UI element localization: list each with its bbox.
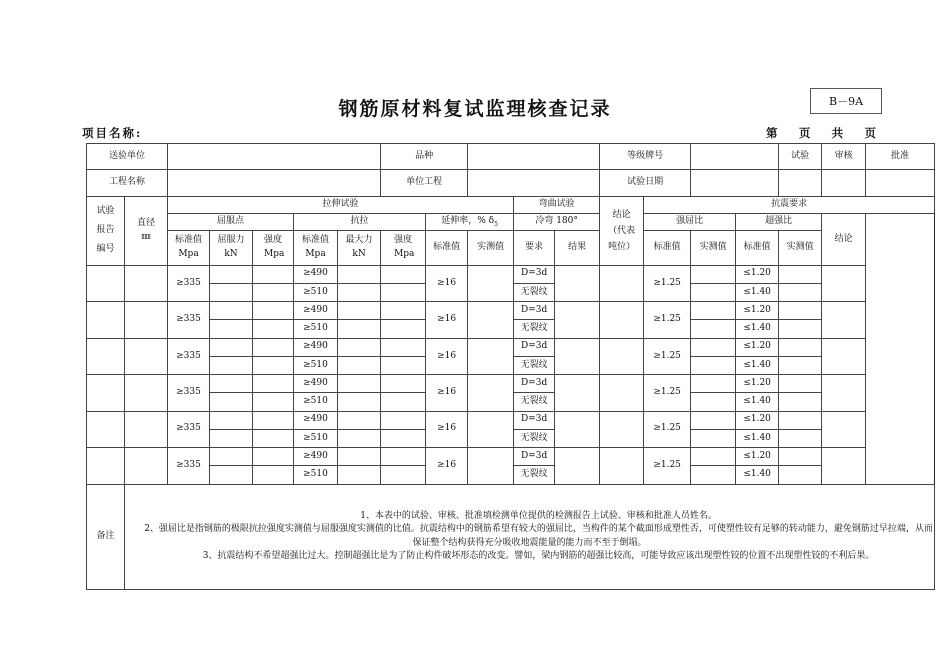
elong-std-header: 标准值	[426, 231, 468, 266]
tensile-std-value: ≥490	[294, 447, 338, 465]
project-name-cell-label: 工程名称	[87, 170, 168, 196]
yield-force-field[interactable]	[210, 338, 253, 356]
ratio-measured-field[interactable]	[691, 320, 736, 338]
sender-field[interactable]	[168, 144, 381, 170]
page-label-di: 第	[766, 126, 778, 140]
reviewer-field[interactable]	[822, 170, 866, 196]
reviewer-label: 审核	[822, 144, 866, 170]
conclusion-field[interactable]	[822, 265, 866, 301]
tensile-std-value: ≥490	[294, 302, 338, 320]
yield-std-value: ≥335	[168, 302, 210, 338]
bend-result-field[interactable]	[555, 265, 600, 301]
tensile-std-value: ≥510	[294, 466, 338, 484]
elong-measured-field[interactable]	[468, 411, 514, 447]
over-measured-field[interactable]	[779, 411, 822, 429]
diameter-field[interactable]	[125, 265, 168, 301]
tensile-strength-field[interactable]	[381, 283, 426, 301]
bend-requirement-value: 无裂纹	[514, 356, 555, 374]
max-force-field[interactable]	[338, 411, 381, 429]
remarks-notes	[125, 484, 935, 589]
ratio-measured-field[interactable]	[691, 265, 736, 283]
yield-force-field[interactable]	[210, 375, 253, 393]
yield-force-field[interactable]	[210, 302, 253, 320]
yield-strength-field[interactable]	[253, 393, 294, 411]
max-force-field[interactable]	[338, 393, 381, 411]
report-no-field[interactable]	[87, 265, 125, 301]
unit-project-field[interactable]	[468, 170, 600, 196]
elong-std-value: ≥16	[426, 302, 468, 338]
tensile-test-header: 拉伸试验	[168, 196, 514, 213]
report-no-header: 试验报告编号	[87, 196, 125, 265]
form-code: B－9A	[828, 95, 864, 108]
unit-project-label: 单位工程	[381, 170, 468, 196]
tensile-std-value: ≥490	[294, 411, 338, 429]
bend-requirement-value: 无裂纹	[514, 393, 555, 411]
bend-result-field[interactable]	[555, 302, 600, 338]
tensile-strength-field[interactable]	[381, 411, 426, 429]
diameter-field[interactable]	[125, 447, 168, 484]
bend-requirement-value: D=3d	[514, 447, 555, 465]
over-std-value: ≤1.40	[736, 429, 779, 447]
conclusion-rep-field[interactable]	[600, 447, 644, 484]
ratio-measured-field[interactable]	[691, 411, 736, 429]
yield-strength-field[interactable]	[253, 320, 294, 338]
elong-std-value: ≥16	[426, 265, 468, 301]
bend-test-header: 弯曲试验	[514, 196, 600, 213]
project-name-field[interactable]	[168, 170, 381, 196]
yield-force-field[interactable]	[210, 447, 253, 465]
yield-std-value: ≥335	[168, 338, 210, 374]
yield-force-header: 屈服力kN	[210, 231, 253, 266]
diameter-field[interactable]	[125, 302, 168, 338]
ratio-std-value: ≥1.25	[644, 375, 691, 411]
page-label-gong: 共	[831, 126, 844, 140]
ratio-std-value: ≥1.25	[644, 411, 691, 447]
over-measured-field[interactable]	[779, 356, 822, 374]
tensile-strength-field[interactable]	[381, 447, 426, 465]
over-std-value: ≤1.20	[736, 447, 779, 465]
yield-std-value: ≥335	[168, 375, 210, 411]
max-force-field[interactable]	[338, 375, 381, 393]
elong-std-value: ≥16	[426, 338, 468, 374]
yield-force-field[interactable]	[210, 429, 253, 447]
tension-header: 抗拉	[294, 213, 426, 230]
yield-strength-field[interactable]	[253, 338, 294, 356]
yield-strength-field[interactable]	[253, 283, 294, 301]
yield-strength-header: 强度Mpa	[253, 231, 294, 266]
over-measured-field[interactable]	[779, 265, 822, 283]
yield-strength-field[interactable]	[253, 429, 294, 447]
elong-measured-field[interactable]	[468, 302, 514, 338]
bend-result-header: 结果	[555, 231, 600, 266]
ratio-measured-field[interactable]	[691, 466, 736, 484]
tensile-std-value: ≥490	[294, 375, 338, 393]
tester-field[interactable]	[779, 170, 822, 196]
over-measured-field[interactable]	[779, 447, 822, 465]
yield-std-value: ≥335	[168, 411, 210, 447]
project-name-label: 项目名称:	[82, 126, 143, 140]
yield-ratio-header: 强屈比	[644, 213, 736, 230]
yield-strength-field[interactable]	[253, 302, 294, 320]
max-force-field[interactable]	[338, 338, 381, 356]
approver-field[interactable]	[866, 170, 935, 196]
tensile-strength-field[interactable]	[381, 265, 426, 283]
yield-force-field[interactable]	[210, 265, 253, 283]
yield-strength-field[interactable]	[253, 466, 294, 484]
conclusion-rep-field[interactable]	[600, 375, 644, 411]
bend-requirement-header: 要求	[514, 231, 555, 266]
elong-std-value: ≥16	[426, 411, 468, 447]
ratio-std-value: ≥1.25	[644, 265, 691, 301]
max-force-header: 最大力kN	[338, 231, 381, 266]
tensile-std-value: ≥510	[294, 356, 338, 374]
over-measured-field[interactable]	[779, 466, 822, 484]
conclusion-field[interactable]	[822, 411, 866, 447]
report-no-field[interactable]	[87, 338, 125, 374]
grade-label: 等级牌号	[600, 144, 691, 170]
bend-result-field[interactable]	[555, 375, 600, 411]
yield-point-header: 屈服点	[168, 213, 294, 230]
note-2: 2、强屈比是指钢筋的极限抗拉强度实测值与屈服强度实测值的比值。抗震结构中的钢筋希望有较大的强屈比，当构件的某个截面形成塑性否，可使塑性铰有足够的转动能力，避免钢筋过早拉端，从而保证整个结构获得充分吸收地震能量的能力而不至于倒塌。	[144, 524, 933, 548]
diameter-field[interactable]	[125, 375, 168, 411]
elong-measured-field[interactable]	[468, 265, 514, 301]
max-force-field[interactable]	[338, 447, 381, 465]
yield-force-field[interactable]	[210, 320, 253, 338]
bend-requirement-value: 无裂纹	[514, 320, 555, 338]
ratio-std-value: ≥1.25	[644, 338, 691, 374]
max-force-field[interactable]	[338, 320, 381, 338]
tensile-strength-field[interactable]	[381, 302, 426, 320]
conclusion-rep-field[interactable]	[600, 338, 644, 374]
table-row	[87, 338, 935, 356]
yield-std-header: 标准值Mpa	[168, 231, 210, 266]
conclusion-rep-header: 结论（代表吨位）	[600, 196, 644, 265]
over-std-value: ≤1.40	[736, 320, 779, 338]
tensile-std-value: ≥510	[294, 393, 338, 411]
over-std-value: ≤1.20	[736, 302, 779, 320]
max-force-field[interactable]	[338, 429, 381, 447]
yield-strength-field[interactable]	[253, 411, 294, 429]
elong-measured-field[interactable]	[468, 338, 514, 374]
bend-result-field[interactable]	[555, 411, 600, 447]
elongation-header: 延伸率，% $\delta_5$	[426, 213, 514, 230]
diameter-field[interactable]	[125, 411, 168, 447]
over-measured-field[interactable]	[779, 375, 822, 393]
yield-strength-field[interactable]	[253, 375, 294, 393]
yield-force-field[interactable]	[210, 356, 253, 374]
tensile-strength-field[interactable]	[381, 375, 426, 393]
conclusion-rep-field[interactable]	[600, 302, 644, 338]
tensile-std-value: ≥490	[294, 265, 338, 283]
yield-force-field[interactable]	[210, 393, 253, 411]
yield-force-field[interactable]	[210, 466, 253, 484]
yield-strength-field[interactable]	[253, 265, 294, 283]
tensile-strength-field[interactable]	[381, 393, 426, 411]
max-force-field[interactable]	[338, 283, 381, 301]
yield-strength-field[interactable]	[253, 356, 294, 374]
page-label-ye-total: 页	[864, 126, 876, 140]
over-std-value: ≤1.40	[736, 393, 779, 411]
ratio-measured-field[interactable]	[691, 447, 736, 465]
elong-measured-field[interactable]	[468, 447, 514, 484]
elong-std-value: ≥16	[426, 447, 468, 484]
elong-measured-field[interactable]	[468, 375, 514, 411]
bend-requirement-value: 无裂纹	[514, 466, 555, 484]
over-strength-header: 超强比	[736, 213, 822, 230]
over-measured-field[interactable]	[779, 429, 822, 447]
conclusion-field[interactable]	[822, 338, 866, 374]
diameter-field[interactable]	[125, 338, 168, 374]
cold-bend-header: 冷弯 180°	[514, 213, 600, 230]
bend-requirement-value: D=3d	[514, 375, 555, 393]
tensile-strength-field[interactable]	[381, 338, 426, 356]
yield-std-value: ≥335	[168, 447, 210, 484]
bend-requirement-value: 无裂纹	[514, 429, 555, 447]
tensile-std-value: ≥510	[294, 320, 338, 338]
note-1: 1、本表中的试验、审核、批准填检测单位提供的检测报告上试验、审核和批准人员姓名。	[360, 510, 717, 521]
conclusion-rep-field[interactable]	[600, 411, 644, 447]
yield-force-field[interactable]	[210, 283, 253, 301]
test-date-label: 试验日期	[600, 170, 691, 196]
page-title: 钢筋原材料复试监理核查记录	[338, 98, 612, 120]
ratio-measured-field[interactable]	[691, 393, 736, 411]
table-row	[87, 302, 935, 320]
bend-requirement-value: 无裂纹	[514, 283, 555, 301]
max-force-field[interactable]	[338, 356, 381, 374]
report-no-field[interactable]	[87, 302, 125, 338]
ratio-measured-field[interactable]	[691, 429, 736, 447]
over-measured-field[interactable]	[779, 283, 822, 301]
ratio-measured-field[interactable]	[691, 375, 736, 393]
report-no-field[interactable]	[87, 447, 125, 484]
max-force-field[interactable]	[338, 466, 381, 484]
over-std-value: ≤1.20	[736, 265, 779, 283]
bend-result-field[interactable]	[555, 338, 600, 374]
over-std-value: ≤1.40	[736, 283, 779, 301]
ratio-measured-header: 实测值	[691, 231, 736, 266]
bend-requirement-value: D=3d	[514, 302, 555, 320]
yield-std-value: ≥335	[168, 265, 210, 301]
over-std-value: ≤1.20	[736, 338, 779, 356]
over-measured-field[interactable]	[779, 302, 822, 320]
bend-requirement-value: D=3d	[514, 338, 555, 356]
tensile-strength-field[interactable]	[381, 320, 426, 338]
tensile-strength-field[interactable]	[381, 429, 426, 447]
over-std-header: 标准值	[736, 231, 779, 266]
approver-label: 批准	[866, 144, 935, 170]
report-no-field[interactable]	[87, 411, 125, 447]
tensile-std-value: ≥510	[294, 429, 338, 447]
max-force-field[interactable]	[338, 265, 381, 283]
tester-label: 试验	[779, 144, 822, 170]
conclusion-field[interactable]	[822, 447, 866, 484]
table-row	[87, 375, 935, 393]
note-3: 3、抗震结构不希望超强比过大。控制超强比是为了防止构件破坏形态的改变。譬如，梁内钢筋的超强比较高，可能导致应该出现塑性铰的位置不出现塑性铰的不利后果。	[202, 551, 875, 562]
page-label-ye: 页	[798, 126, 811, 140]
table-row	[87, 447, 935, 465]
variety-label: 品种	[381, 144, 468, 170]
table-row	[87, 411, 935, 429]
ratio-measured-field[interactable]	[691, 302, 736, 320]
elong-std-value: ≥16	[426, 375, 468, 411]
over-std-value: ≤1.20	[736, 375, 779, 393]
ratio-measured-field[interactable]	[691, 338, 736, 356]
tensile-std-value: ≥510	[294, 283, 338, 301]
over-std-value: ≤1.40	[736, 356, 779, 374]
yield-force-field[interactable]	[210, 411, 253, 429]
tensile-std-header: 标准值Mpa	[294, 231, 338, 266]
bend-result-field[interactable]	[555, 447, 600, 484]
over-measured-field[interactable]	[779, 393, 822, 411]
bend-requirement-value: D=3d	[514, 265, 555, 283]
page-number-labels	[766, 125, 876, 141]
test-date-field[interactable]	[691, 170, 779, 196]
conclusion-rep-field[interactable]	[600, 265, 644, 301]
tensile-std-value: ≥490	[294, 338, 338, 356]
tensile-strength-field[interactable]	[381, 356, 426, 374]
grade-field[interactable]	[691, 144, 779, 170]
tensile-strength-header: 强度Mpa	[381, 231, 426, 266]
over-std-value: ≤1.20	[736, 411, 779, 429]
bend-requirement-value: D=3d	[514, 411, 555, 429]
inspection-table	[86, 143, 935, 590]
over-measured-field[interactable]	[779, 338, 822, 356]
ratio-std-value: ≥1.25	[644, 447, 691, 484]
table-row	[87, 265, 935, 283]
sender-label: 送验单位	[87, 144, 168, 170]
max-force-field[interactable]	[338, 302, 381, 320]
conclusion-header: 结论	[822, 213, 866, 265]
ratio-std-value: ≥1.25	[644, 302, 691, 338]
over-measured-field[interactable]	[779, 320, 822, 338]
ratio-std-header: 标准值	[644, 231, 691, 266]
ratio-measured-field[interactable]	[691, 283, 736, 301]
conclusion-field[interactable]	[822, 302, 866, 338]
yield-strength-field[interactable]	[253, 447, 294, 465]
ratio-measured-field[interactable]	[691, 356, 736, 374]
tensile-strength-field[interactable]	[381, 466, 426, 484]
over-std-value: ≤1.40	[736, 466, 779, 484]
elong-measured-header: 实测值	[468, 231, 514, 266]
conclusion-field[interactable]	[822, 375, 866, 411]
over-measured-header: 实测值	[779, 231, 822, 266]
diameter-header: 直径 ㎜	[125, 196, 168, 265]
report-no-field[interactable]	[87, 375, 125, 411]
variety-field[interactable]	[468, 144, 600, 170]
seismic-header: 抗震要求	[644, 196, 935, 213]
remarks-label: 备注	[87, 484, 125, 589]
